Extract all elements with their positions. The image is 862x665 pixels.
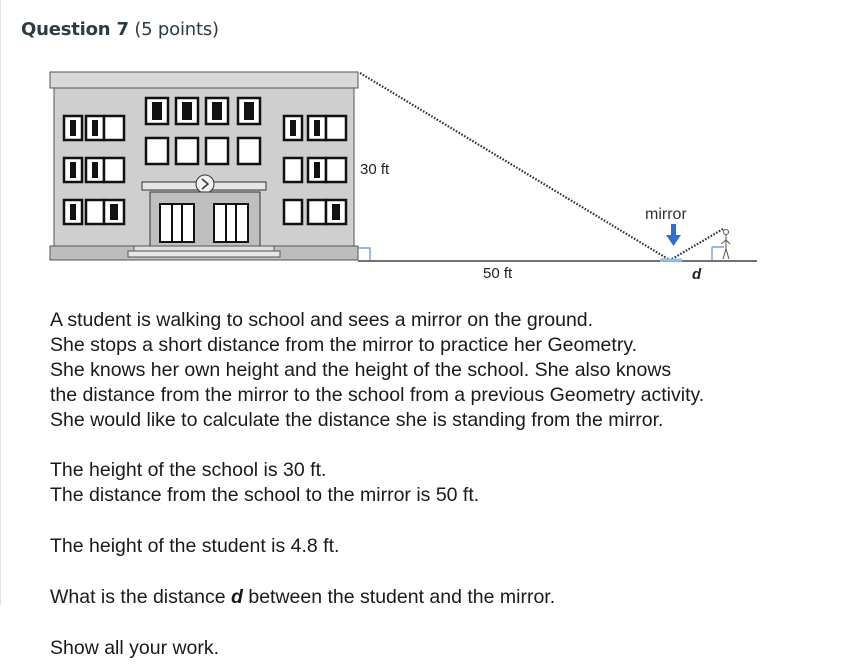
student-distance-label: d xyxy=(692,266,702,283)
given-school-height: The height of the school is 30 ft. xyxy=(50,459,327,481)
school-right-angle-marker xyxy=(358,248,370,260)
question-prompt-after: between the student and the mirror. xyxy=(242,586,556,608)
sight-line-school xyxy=(360,73,668,259)
student-right-angle-marker xyxy=(712,247,724,260)
question-title: Question 7 xyxy=(21,19,129,40)
mirror-arrow-icon xyxy=(666,224,681,246)
problem-line-5: She would like to calculate the distance she is standing from the mirror. xyxy=(50,409,664,431)
given-student-height: The height of the student is 4.8 ft. xyxy=(50,535,340,557)
mirror-label: mirror xyxy=(645,206,687,223)
instruction: Show all your work. xyxy=(50,637,220,659)
given-distance: The distance from the school to the mirror is 50 ft. xyxy=(50,484,480,506)
problem-line-4: the distance from the mirror to the school from a previous Geometry activity. xyxy=(50,384,705,406)
question-points: (5 points) xyxy=(134,19,219,40)
problem-line-2: She stops a short distance from the mirror to practice her Geometry. xyxy=(50,334,638,356)
distance-label: 50 ft xyxy=(483,265,513,282)
school-building-icon xyxy=(50,72,358,260)
student-figure-icon xyxy=(721,230,730,260)
question-variable: d xyxy=(231,586,243,608)
school-height-label: 30 ft xyxy=(360,161,390,178)
question-prompt-before: What is the distance xyxy=(50,586,232,608)
problem-line-3: She knows her own height and the height of the school. She also knows xyxy=(50,359,672,381)
sight-line-student xyxy=(672,229,723,259)
question-prompt xyxy=(50,585,810,610)
problem-text xyxy=(50,308,810,661)
problem-figure xyxy=(0,0,862,300)
problem-line-1: A student is walking to school and sees a mirror on the ground. xyxy=(50,309,594,331)
